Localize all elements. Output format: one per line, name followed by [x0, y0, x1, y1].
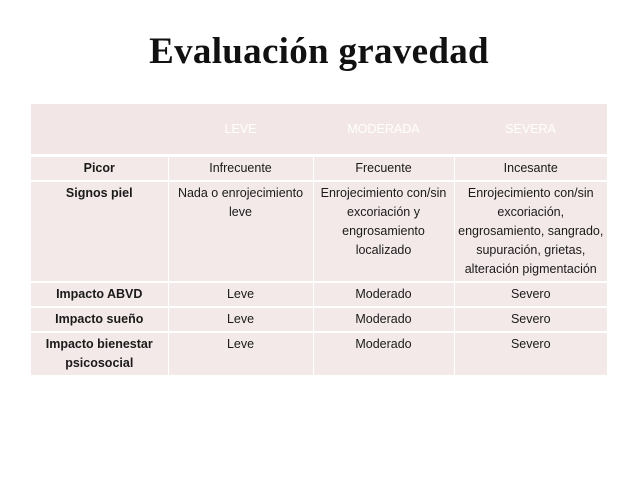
header-empty-cell [31, 104, 168, 156]
cell-severa: Severo [454, 332, 607, 375]
cell-leve: Leve [168, 282, 313, 307]
cell-moderada: Moderado [313, 332, 454, 375]
row-label: Impacto bienestar psicosocial [31, 332, 168, 375]
cell-leve: Infrecuente [168, 156, 313, 182]
table-row [31, 181, 607, 282]
cell-severa: Incesante [454, 156, 607, 182]
cell-leve: Nada o enrojecimiento leve [168, 181, 313, 282]
cell-severa: Enrojecimiento con/sin excoriación, engrosamiento, sangrado, supuración, grietas, alteración pigmentación [454, 181, 607, 282]
table-row [31, 156, 607, 182]
table-row [31, 282, 607, 307]
table-row [31, 332, 607, 375]
cell-leve: Leve [168, 307, 313, 332]
cell-severa: Severo [454, 307, 607, 332]
header-moderada: MODERADA [313, 104, 454, 156]
cell-severa: Severo [454, 282, 607, 307]
row-label: Impacto sueño [31, 307, 168, 332]
table-header-row [31, 104, 607, 156]
row-label: Signos piel [31, 181, 168, 282]
row-label: Picor [31, 156, 168, 182]
row-label: Impacto ABVD [31, 282, 168, 307]
cell-moderada: Moderado [313, 307, 454, 332]
header-severa: SEVERA [454, 104, 607, 156]
table-row [31, 307, 607, 332]
cell-moderada: Enrojecimiento con/sin excoriación y engrosamiento localizado [313, 181, 454, 282]
header-leve: LEVE [168, 104, 313, 156]
cell-leve: Leve [168, 332, 313, 375]
page-title: Evaluación gravedad [149, 31, 489, 72]
severity-table [31, 104, 607, 375]
cell-moderada: Frecuente [313, 156, 454, 182]
cell-moderada: Moderado [313, 282, 454, 307]
